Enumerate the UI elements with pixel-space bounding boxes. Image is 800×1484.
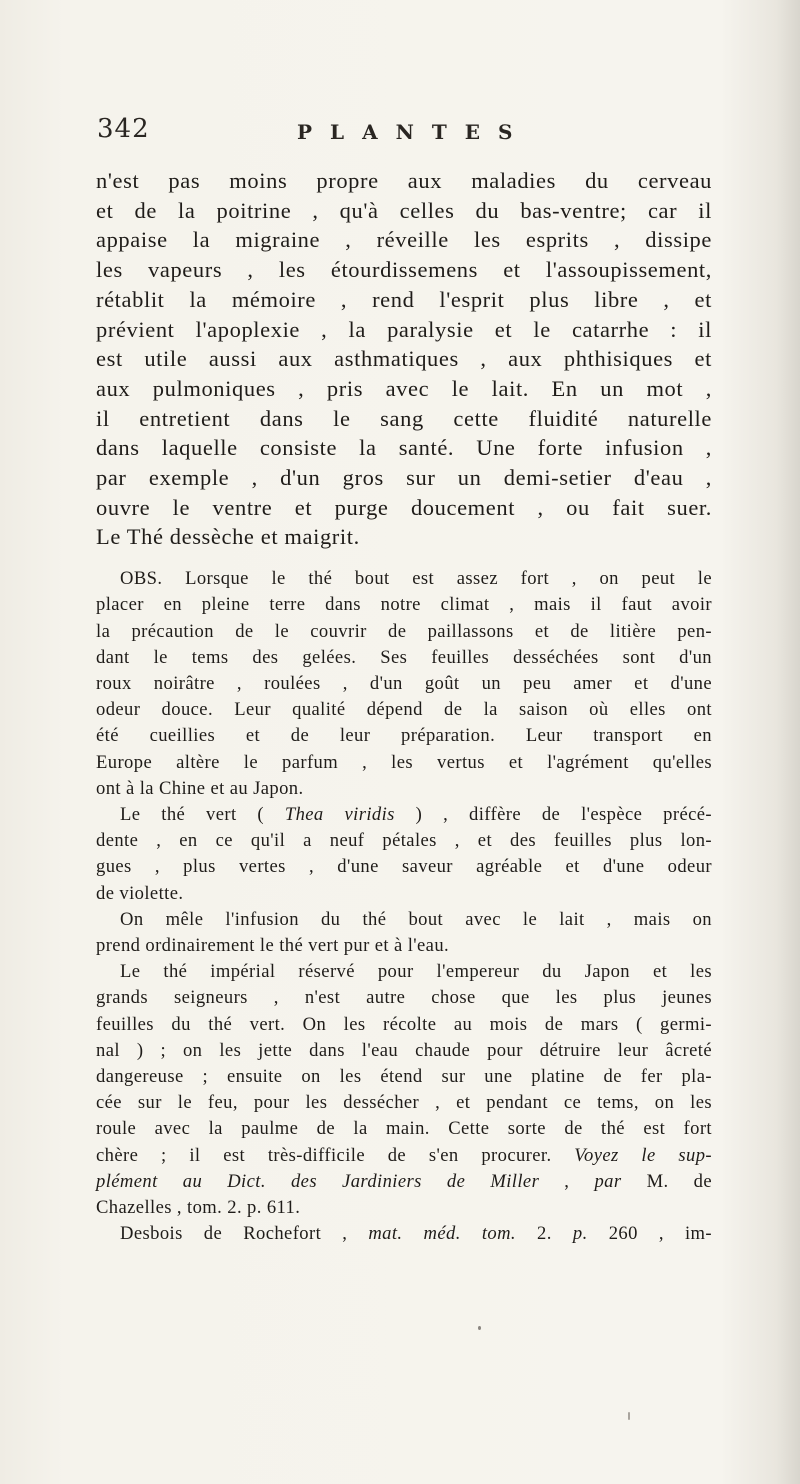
text-line	[96, 802, 712, 828]
text-line	[96, 566, 712, 592]
text-line: les vapeurs , les étourdissemens et l'assoupissement,	[96, 257, 712, 283]
main-paragraph	[96, 166, 712, 552]
text-line: Europe altère le parfum , les vertus et l'agrément qu'elles	[96, 751, 712, 773]
text-fragment: M. de	[621, 1170, 712, 1192]
text-line: par exemple , d'un gros sur un demi-setier d'eau ,	[96, 465, 712, 491]
running-head: PLANTES	[297, 120, 531, 144]
text-fragment: Desbois de Rochefort ,	[120, 1223, 369, 1245]
text-line: dangereuse ; ensuite on les étend sur une platine de fer pla-	[96, 1066, 712, 1087]
text-line: appaise la migraine , réveille les esprits , dissipe	[96, 227, 712, 253]
notes-section	[96, 566, 712, 1247]
paper-speck	[478, 1326, 481, 1330]
text-line: de violette.	[96, 882, 184, 904]
page-header	[97, 112, 717, 152]
text-line: cée sur le feu, pour les dessécher , et pendant ce tems, on les	[96, 1092, 712, 1114]
latin-name: Thea viridis	[284, 803, 395, 825]
text-line: nal ) ; on les jette dans l'eau chaude pour détruire leur âcreté	[96, 1039, 712, 1061]
text-line: dente , en ce qu'il a neuf pétales , et des feuilles plus lon-	[96, 830, 712, 852]
citation-fragment: p.	[572, 1223, 588, 1245]
text-line: Chazelles , tom. 2. p. 611.	[96, 1197, 301, 1219]
text-line: rétablit la mémoire , rend l'esprit plus libre , et	[96, 286, 712, 312]
text-line: odeur douce. Leur qualité dépend de la saison où elles ont	[96, 699, 712, 721]
citation-fragment: mat. méd. tom.	[368, 1223, 516, 1245]
text-line: n'est pas moins propre aux maladies du cerveau	[96, 168, 712, 193]
page-number: 342	[97, 114, 150, 144]
text-line: est utile aussi aux asthmatiques , aux phthisiques et	[96, 346, 712, 372]
text-line: prévient l'apoplexie , la paralysie et le catarrhe : il	[96, 316, 712, 342]
citation-fragment: Voyez le sup-	[574, 1144, 712, 1166]
text-line-content: On mêle l'infusion du thé bout avec le lait , mais on	[120, 908, 712, 930]
body-text	[96, 166, 712, 1247]
text-fragment: ,	[539, 1170, 595, 1192]
text-line	[96, 1169, 712, 1195]
text-line: prend ordinairement le thé vert pur et à l'eau.	[96, 934, 450, 956]
text-line-content: Le thé impérial réservé pour l'empereur du Japon et les	[120, 961, 712, 983]
text-line: et de la poitrine , qu'à celles du bas-ventre; car il	[96, 197, 712, 223]
text-line: Le Thé dessèche et maigrit.	[96, 524, 360, 550]
text-line: dans laquelle consiste la santé. Une forte infusion ,	[96, 435, 712, 461]
text-line: aux pulmoniques , pris avec le lait. En un mot ,	[96, 375, 712, 401]
text-fragment: ) , diffère de l'espèce précé-	[394, 803, 713, 825]
text-line: ouvre le ventre et purge doucement , ou fait suer.	[96, 494, 712, 520]
text-fragment: 260 , im-	[587, 1223, 712, 1245]
citation-title: plément au Dict. des Jardiniers de Miller	[96, 1170, 540, 1192]
text-line: feuilles du thé vert. On les récolte au mois de mars ( germi-	[96, 1013, 712, 1035]
text-line: il entretient dans le sang cette fluidité naturelle	[96, 405, 712, 431]
text-line-content: OBS. Lorsque le thé bout est assez fort , on peut le	[120, 568, 712, 590]
text-fragment: Le thé vert (	[120, 803, 285, 825]
text-line: roux noirâtre , roulées , d'un goût un peu amer et d'une	[96, 672, 712, 694]
citation-fragment: par	[594, 1170, 622, 1192]
text-line: ont à la Chine et au Japon.	[96, 777, 304, 799]
text-line: placer en pleine terre dans notre climat , mais il faut avoir	[96, 594, 712, 616]
text-line	[96, 959, 712, 985]
text-line: la précaution de le couvrir de paillassons et de litière pen-	[96, 620, 712, 642]
text-line: roule avec la paulme de la main. Cette sorte de thé est fort	[96, 1118, 712, 1140]
text-line	[96, 1143, 712, 1169]
text-fragment: 2.	[515, 1223, 573, 1245]
text-line: grands seigneurs , n'est autre chose que les plus jeunes	[96, 987, 712, 1009]
text-line: gues , plus vertes , d'une saveur agréable et d'une odeur	[96, 856, 712, 878]
text-line	[96, 907, 712, 933]
text-line: dant le tems des gelées. Ses feuilles desséchées sont d'un	[96, 646, 712, 668]
text-line	[96, 1221, 712, 1247]
text-line: été cueillies et de leur préparation. Leur transport en	[96, 725, 712, 747]
paper-speck	[628, 1412, 630, 1420]
text-fragment: chère ; il est très-difficile de s'en procurer.	[96, 1144, 552, 1166]
